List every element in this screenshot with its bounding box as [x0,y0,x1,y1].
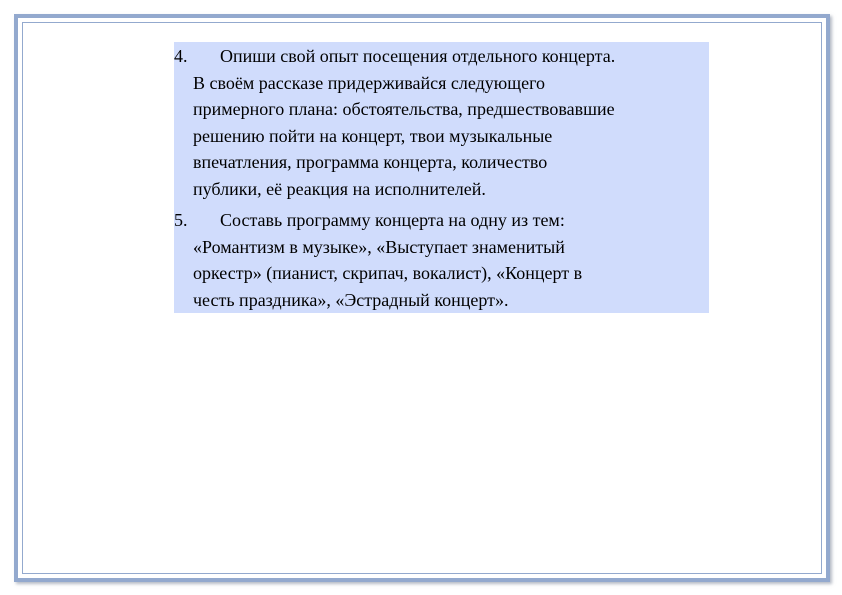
item-line: примерного плана: обстоятельства, предшествовавшие [193,99,615,119]
item-line: публики, её реакция на исполнителей. [193,178,486,199]
item-line: Составь программу концерта на одну из тем: [220,210,565,230]
item-line: В своём рассказе придерживайся следующего [193,72,546,93]
item-number: 4. [174,46,188,66]
item-line: впечатления, программа концерта, количество [193,152,548,172]
assignment-item-5 [174,207,705,313]
item-text [193,207,705,313]
item-text [193,43,705,202]
item-line: «Романтизм в музыке», «Выступает знаменитый [193,236,565,257]
item-line: оркестр» (пианист, скрипач, вокалист), «Концерт в [193,263,583,283]
item-line: Опиши свой опыт посещения отдельного концерта. [220,46,616,66]
assignment-item-4 [174,43,705,202]
item-line: решению пойти на концерт, твои музыкальные [193,125,553,146]
assignment-text-block [174,42,709,313]
item-line: честь праздника», «Эстрадный концерт». [193,289,509,310]
item-number: 5. [174,210,188,230]
